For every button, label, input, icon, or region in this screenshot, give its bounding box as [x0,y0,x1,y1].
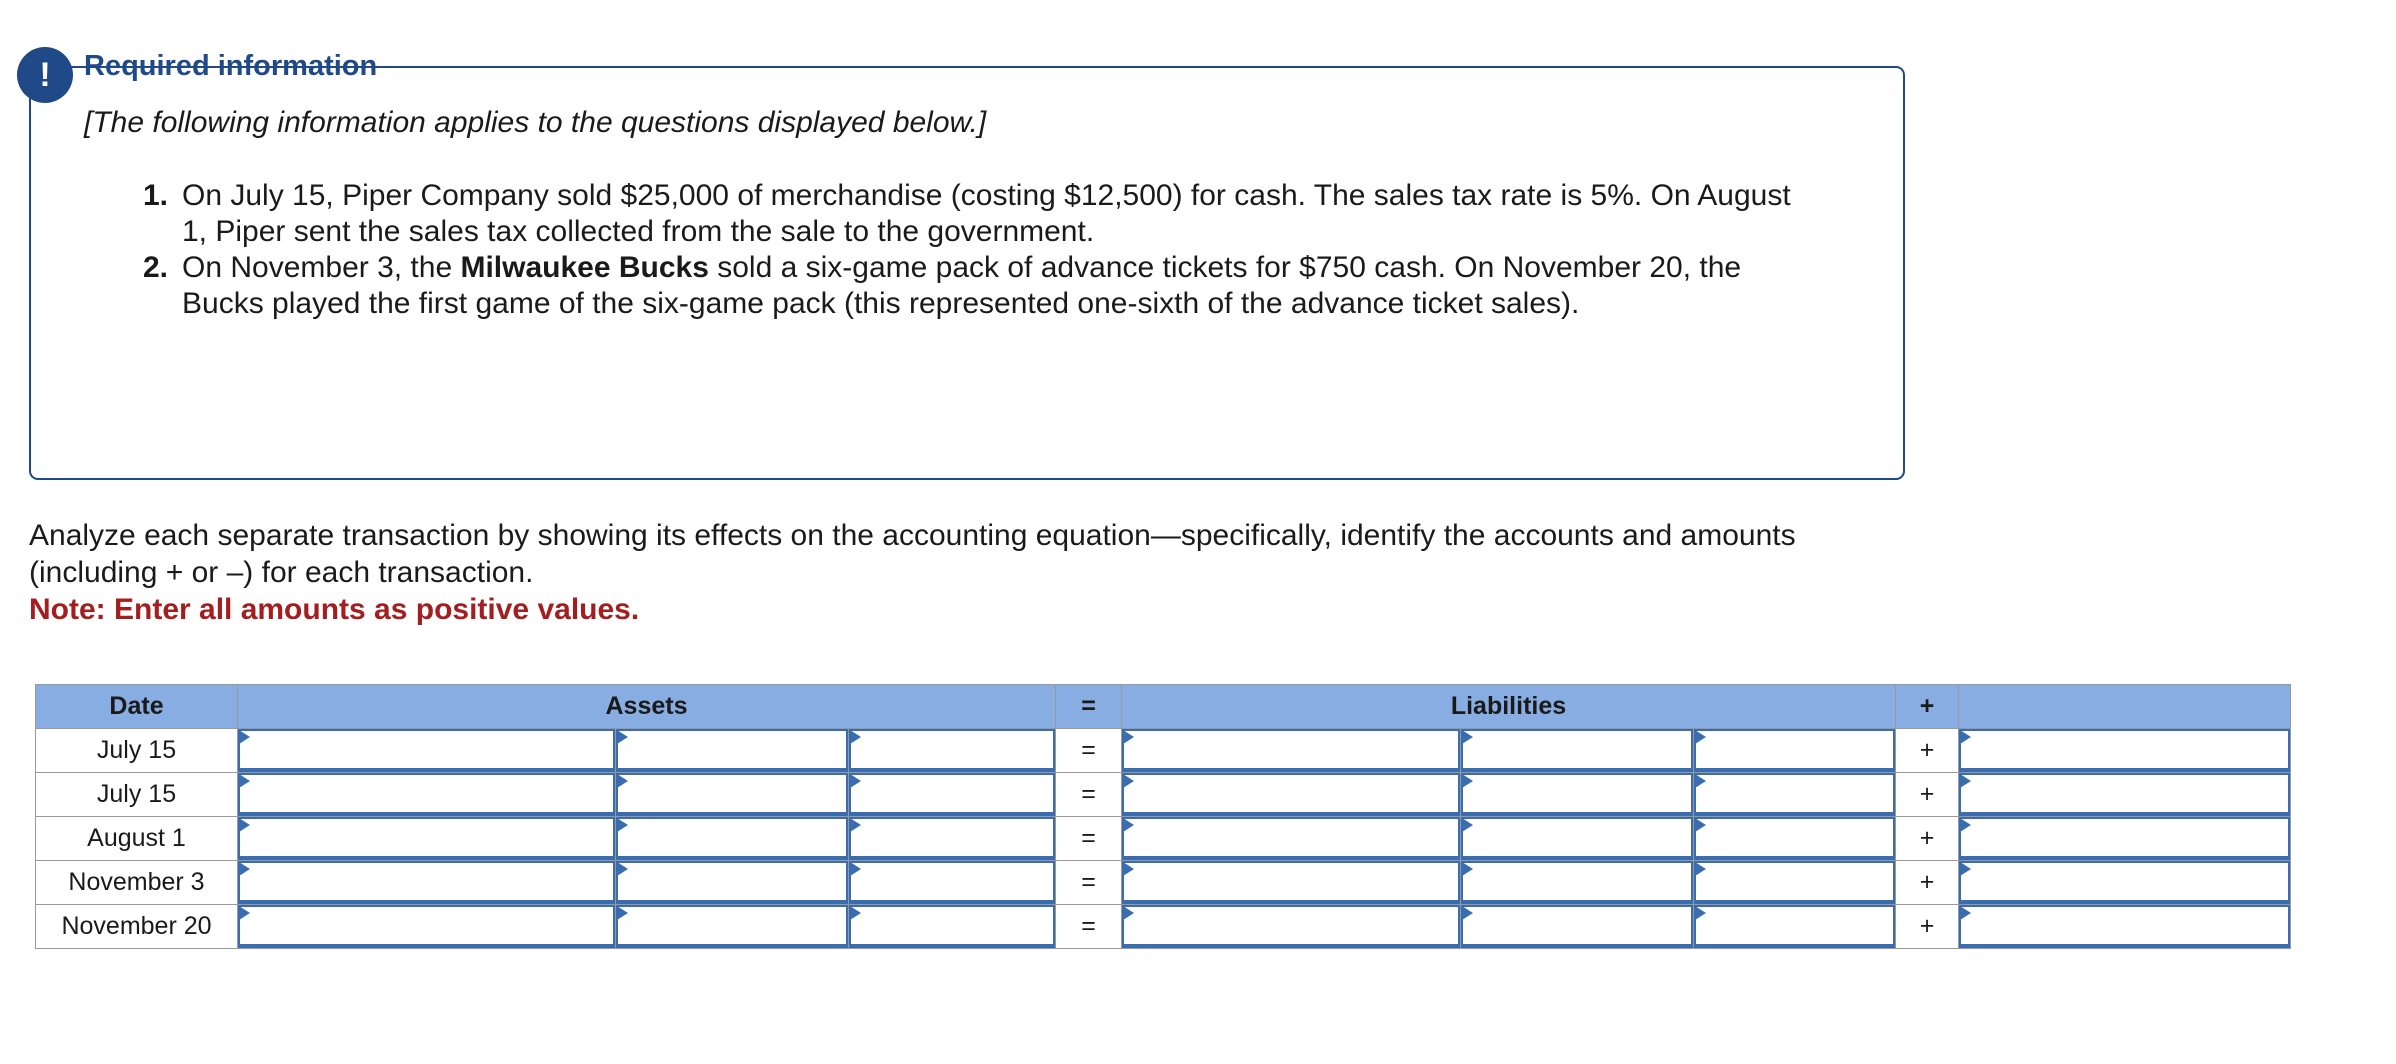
equals-sign: = [1056,861,1122,905]
liabilities-account-input[interactable] [1122,817,1460,860]
equity-account-cell [1959,729,2291,773]
equity-account-cell [1959,861,2291,905]
liabilities-amount-2-input[interactable] [1694,817,1895,860]
assets-amount-input[interactable] [616,773,848,816]
liabilities-amount-input[interactable] [1461,905,1693,948]
equity-account-input[interactable] [1959,817,2290,860]
assets-account-cell [238,729,616,773]
equity-account-input[interactable] [1959,905,2290,948]
liabilities-account-input[interactable] [1122,773,1460,816]
header-plus: + [1896,685,1959,729]
liabilities-amount-2-input[interactable] [1694,729,1895,772]
liabilities-amount-2-cell [1694,817,1896,861]
header-date: Date [36,685,238,729]
liabilities-amount-input[interactable] [1461,861,1693,904]
equals-sign: = [1056,905,1122,949]
table-row [36,729,2291,773]
transaction-list [120,178,1800,322]
plus-sign: + [1896,861,1959,905]
info-title: Required information [84,50,378,82]
assets-amount-2-input[interactable] [849,817,1055,860]
header-equals: = [1056,685,1122,729]
assets-amount-2-input[interactable] [849,905,1055,948]
equity-account-input[interactable] [1959,729,2290,772]
liabilities-account-cell [1122,773,1461,817]
liabilities-account-cell [1122,905,1461,949]
liabilities-amount-2-input[interactable] [1694,861,1895,904]
assets-amount-2-cell [849,729,1056,773]
liabilities-account-input[interactable] [1122,729,1460,772]
assets-amount-cell [616,861,849,905]
assets-amount-2-cell [849,773,1056,817]
plus-sign: + [1896,729,1959,773]
note-text: Note: Enter all amounts as positive values. [29,593,640,626]
table-row [36,905,2291,949]
assets-amount-2-input[interactable] [849,729,1055,772]
liabilities-amount-2-input[interactable] [1694,905,1895,948]
equals-sign: = [1056,729,1122,773]
accounting-equation-table [35,684,2291,949]
table-row [36,773,2291,817]
liabilities-amount-2-cell [1694,905,1896,949]
plus-sign: + [1896,817,1959,861]
instructions-text: Analyze each separate transaction by showing its effects on the accounting equation—specifically, identify the accounts and amounts (including + or –) for each transaction. [29,519,1796,589]
list-text [182,250,1800,322]
assets-amount-2-input[interactable] [849,861,1055,904]
liabilities-account-input[interactable] [1122,905,1460,948]
header-equity [1959,685,2291,729]
assets-account-input[interactable] [238,817,615,860]
table-header-row [36,685,2291,729]
row-date: November 20 [36,905,238,949]
list-number: 1. [142,179,168,212]
assets-amount-cell [616,817,849,861]
assets-amount-2-cell [849,861,1056,905]
list-item [120,178,1800,250]
liabilities-amount-cell [1461,817,1694,861]
liabilities-account-cell [1122,861,1461,905]
assets-amount-2-cell [849,817,1056,861]
info-subtitle: [The following information applies to the questions displayed below.] [84,106,987,139]
plus-sign: + [1896,773,1959,817]
equals-sign: = [1056,817,1122,861]
assets-amount-cell [616,905,849,949]
liabilities-amount-input[interactable] [1461,817,1693,860]
liabilities-amount-2-cell [1694,861,1896,905]
liabilities-amount-2-cell [1694,773,1896,817]
header-assets: Assets [238,685,1056,729]
liabilities-amount-cell [1461,729,1694,773]
list-text: On July 15, Piper Company sold $25,000 of merchandise (costing $12,500) for cash. The sales tax rate is 5%. On August 1, Piper sent the sales tax collected from the sale to the government. [182,179,1791,248]
liabilities-amount-cell [1461,905,1694,949]
assets-account-cell [238,861,616,905]
liabilities-amount-2-cell [1694,729,1896,773]
plus-sign: + [1896,905,1959,949]
assets-amount-2-input[interactable] [849,773,1055,816]
assets-amount-input[interactable] [616,905,848,948]
assets-amount-input[interactable] [616,729,848,772]
team-name: Milwaukee Bucks [460,251,709,284]
assets-account-cell [238,773,616,817]
assets-amount-cell [616,773,849,817]
assets-account-cell [238,905,616,949]
alert-icon: ! [17,47,73,103]
equity-account-cell [1959,773,2291,817]
assets-amount-input[interactable] [616,817,848,860]
assets-amount-input[interactable] [616,861,848,904]
assets-account-input[interactable] [238,905,615,948]
table-row [36,861,2291,905]
row-date: July 15 [36,729,238,773]
instructions [29,517,1929,628]
equity-account-input[interactable] [1959,773,2290,816]
equals-sign: = [1056,773,1122,817]
assets-account-input[interactable] [238,861,615,904]
assets-amount-2-cell [849,905,1056,949]
header-liabilities: Liabilities [1122,685,1896,729]
list-text-after: sold a six-game pack of advance tickets for $750 cash. On November 20, the Bucks played the first game of the six-game pack (this represented one-sixth of the advance ticket sales). [182,251,1742,320]
row-date: November 3 [36,861,238,905]
assets-account-input[interactable] [238,773,615,816]
equity-account-input[interactable] [1959,861,2290,904]
assets-account-input[interactable] [238,729,615,772]
liabilities-amount-cell [1461,861,1694,905]
list-number: 2. [142,251,168,284]
list-text-before: On November 3, the [182,251,461,284]
liabilities-account-input[interactable] [1122,861,1460,904]
assets-amount-cell [616,729,849,773]
row-date: August 1 [36,817,238,861]
list-item [120,250,1800,322]
equity-account-cell [1959,905,2291,949]
liabilities-amount-cell [1461,773,1694,817]
row-date: July 15 [36,773,238,817]
assets-account-cell [238,817,616,861]
liabilities-account-cell [1122,729,1461,773]
table-row [36,817,2291,861]
liabilities-account-cell [1122,817,1461,861]
liabilities-amount-2-input[interactable] [1694,773,1895,816]
equity-account-cell [1959,817,2291,861]
liabilities-amount-input[interactable] [1461,773,1693,816]
liabilities-amount-input[interactable] [1461,729,1693,772]
